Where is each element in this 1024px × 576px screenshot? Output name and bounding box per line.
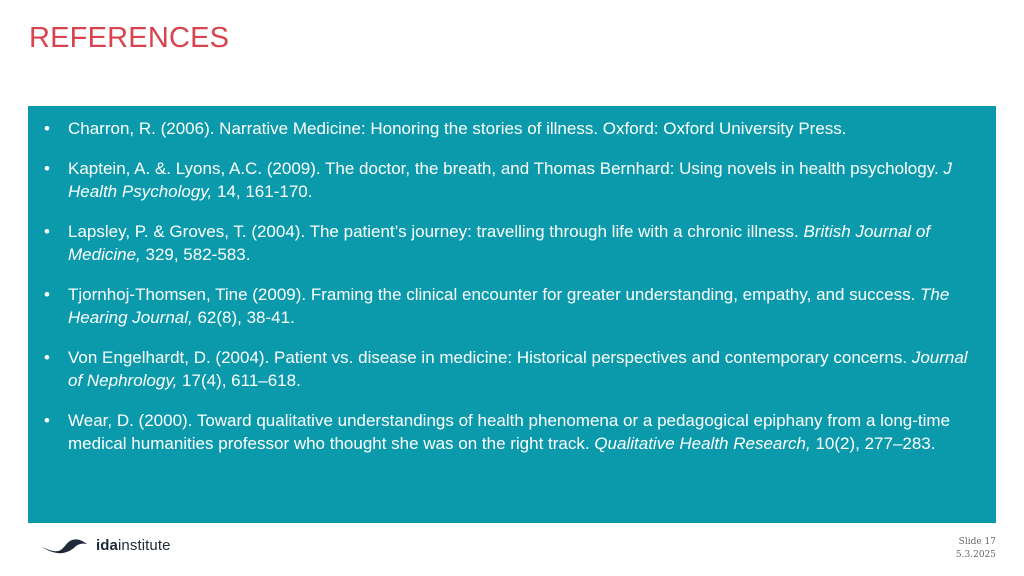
logo-text: [96, 537, 171, 554]
reference-item: [44, 117, 978, 140]
reference-item: [44, 220, 978, 266]
slide-number: Slide 17: [958, 537, 996, 547]
reference-citation: 10(2), 277–283.: [810, 434, 936, 453]
reference-citation: 14, 161-170.: [212, 182, 313, 201]
reference-citation: 17(4), 611–618.: [177, 371, 301, 390]
bullet: •: [44, 411, 50, 430]
reference-text: Lapsley, P. & Groves, T. (2004). The patient’s journey: travelling through life with a chronic illness.: [68, 222, 804, 241]
reference-text: Tjornhoj-Thomsen, Tine (2009). Framing the clinical encounter for greater understanding, empathy, and success.: [68, 285, 921, 304]
reference-text: Wear, D. (2000). Toward qualitative understandings of health phenomena or a pedagogical epiphany from a long-time medical humanities professor who thought she was on the right track.: [68, 411, 951, 453]
bullet: •: [44, 222, 50, 241]
bullet: •: [44, 159, 50, 178]
bullet: •: [44, 348, 50, 367]
reference-item: [44, 346, 978, 392]
reference-journal: Journal of Nephrology,: [68, 348, 968, 390]
bullet: •: [44, 285, 50, 304]
reference-text: Charron, R. (2006). Narrative Medicine: Honoring the stories of illness. Oxford: Oxford University Press.: [68, 119, 847, 138]
reference-citation: 62(8), 38-41.: [192, 308, 295, 327]
reference-journal: British Journal of Medicine,: [68, 222, 931, 264]
reference-text: Von Engelhardt, D. (2004). Patient vs. disease in medicine: Historical perspectives and contemporary concerns.: [68, 348, 912, 367]
reference-item: [44, 283, 978, 329]
slide-title: REFERENCES: [29, 22, 230, 54]
bullet: •: [44, 119, 50, 138]
reference-journal: The Hearing Journal,: [68, 285, 950, 327]
reference-item: [44, 157, 978, 203]
references-list: [44, 117, 978, 455]
slide-date: 5.3.2025: [955, 550, 996, 560]
reference-citation: 329, 582-583.: [140, 245, 251, 264]
reference-journal: J Health Psychology,: [68, 159, 952, 201]
logo-text-rest: institute: [117, 536, 171, 554]
reference-text: Kaptein, A. &. Lyons, A.C. (2009). The doctor, the breath, and Thomas Bernhard: Using novels in health psychology.: [68, 159, 944, 178]
reference-item: [44, 409, 978, 455]
ida-institute-logo: [40, 534, 171, 556]
wave-logo-icon: [40, 536, 88, 554]
references-panel: [28, 106, 996, 523]
logo-text-bold: ida: [96, 536, 118, 554]
reference-journal: Qualitative Health Research,: [594, 434, 811, 453]
slide-info: [956, 536, 996, 562]
